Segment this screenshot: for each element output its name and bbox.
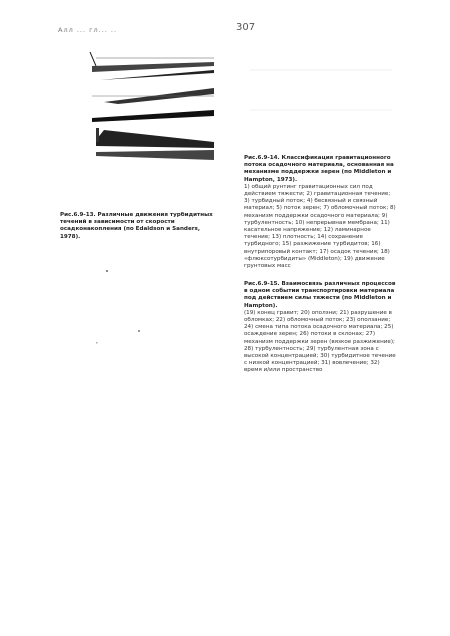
- fig15-mark-2: [138, 330, 140, 332]
- caption-body: (19) конец гравит; 20) оползни; 21) разрушение в обломках; 22) обломочный поток; 23) оползание; 24) смена типа потока осадочного материала; 25) осаждение зерен; 26) потоки в склонах; 27) механизм поддержки зерен (вязкое разжижение); 28) турбулентность; 29) турбулентная зона с высокой концентрацией; 30) турбидитное течение с низкой концентрацией; 31) вовлечение; 32) время и/или пространство: [244, 309, 396, 374]
- fig13-wall: [96, 128, 99, 142]
- fig15-mark-1: [106, 270, 108, 272]
- caption-body: 1) общий рунтинг гравитационных сил под действием тяжести; 2) гравитационная течение; 3) турбидный поток; 4) бесвязный и связный материал; 5) поток зерен; 7) обломочный поток; 8) механизм поддержки осадочного материала; 9) турбулентность; 10) непрерывная мембрана; 11) касательное напряжение; 12) ламинарное течение; 13) плотность; 14) сохранение турбидного; 15) разжижение турбидитов; 16) внутрипоровый контакт; 17) осадок течения; 18) «флюксотурбидиты» (Middleton); 19) движение грунтовых масс: [244, 183, 396, 270]
- running-head: Алл ... гл... ..: [58, 26, 118, 34]
- fig13-panel-lower: [96, 128, 214, 160]
- fig13-tick-mark: [90, 52, 96, 66]
- caption-fig-6-9-14: [244, 155, 396, 270]
- caption-title: Рис.6.9-15. Взаимосвязь различных процессов в одном событии транспортировки материала под действием силы тяжести (по Middleton и Hampton).: [244, 281, 396, 309]
- fig13-wedge-6: [96, 150, 214, 160]
- fig13-wedge-4: [92, 110, 214, 122]
- figure-6-9-14: [250, 70, 392, 110]
- fig13-wedge-1: [92, 62, 214, 72]
- figure-6-9-15: [96, 270, 140, 344]
- fig13-panel-upper: [90, 52, 214, 80]
- caption-fig-6-9-15: [244, 281, 396, 375]
- caption-fig-6-9-13: [60, 212, 220, 241]
- fig15-mark-3: [96, 342, 98, 344]
- fig13-panel-middle: [92, 88, 214, 122]
- page-number: 307: [236, 22, 256, 33]
- caption-title: Рис.6.9-14. Классификация гравитационного потока осадочного материала, основанная на механизме поддержки зерен (по Middleton и Hampton, 1973).: [244, 155, 394, 183]
- caption-title: Рис.6.9-13. Различные движения турбидитных течений в зависимости от скорости осадконакопления (по Edaldson и Sanders, 1978).: [60, 212, 213, 240]
- fig13-wedge-5: [96, 130, 214, 148]
- fig13-wedge-2: [100, 70, 214, 80]
